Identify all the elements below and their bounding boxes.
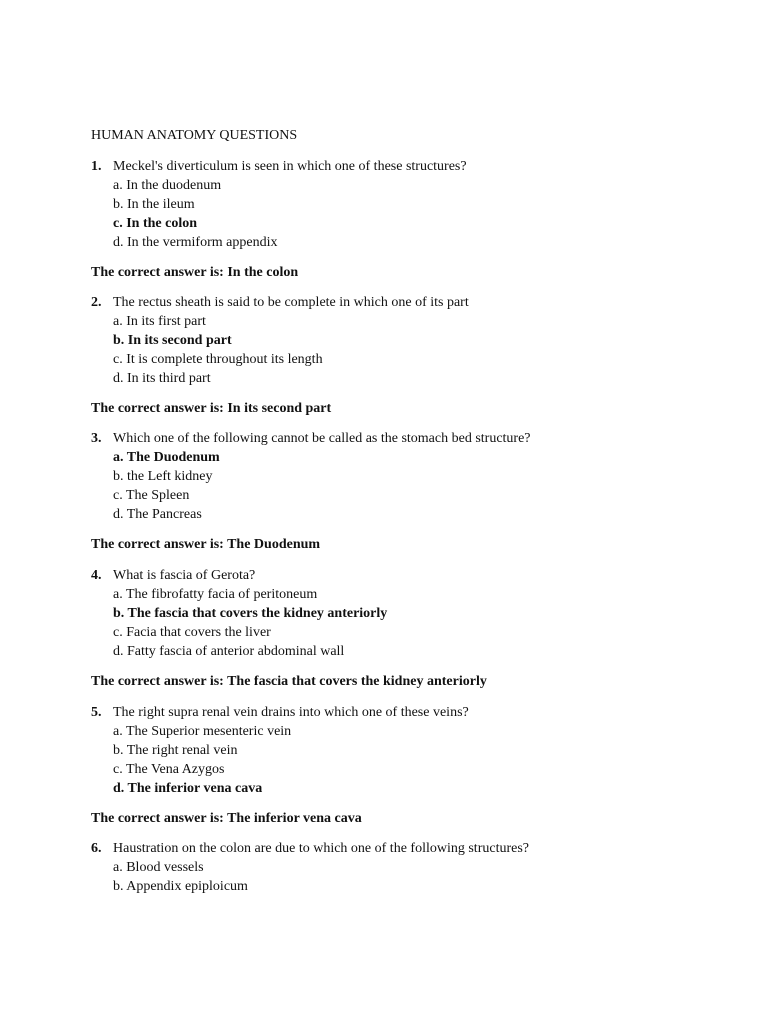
question-text: The right supra renal vein drains into which one of these veins?	[113, 705, 469, 720]
question-text: What is fascia of Gerota?	[113, 568, 256, 583]
option-d-correct: d. The inferior vena cava	[113, 781, 263, 796]
option-b-correct: b. In its second part	[113, 333, 232, 348]
question-stem	[91, 429, 711, 448]
question-stem	[91, 839, 711, 858]
option-b-correct: b. The fascia that covers the kidney anteriorly	[113, 606, 388, 621]
correct-answer-line: The correct answer is: The Duodenum	[91, 537, 321, 552]
option-b: b. In the ileum	[113, 197, 195, 212]
question-6	[91, 839, 711, 896]
option-a: a. In its first part	[113, 314, 206, 329]
option-a-correct: a. The Duodenum	[113, 450, 220, 465]
option-c: c. Facia that covers the liver	[113, 625, 271, 640]
question-text: Meckel's diverticulum is seen in which one of these structures?	[113, 159, 467, 174]
correct-answer-line: The correct answer is: The fascia that covers the kidney anteriorly	[91, 674, 487, 689]
question-stem	[91, 157, 711, 176]
question-number: 6.	[91, 841, 102, 856]
option-a: a. Blood vessels	[113, 860, 204, 875]
question-stem	[91, 566, 711, 585]
option-b: b. Appendix epiploicum	[113, 879, 248, 894]
question-number: 4.	[91, 568, 102, 583]
question-2	[91, 293, 711, 418]
option-a: a. The fibrofatty facia of peritoneum	[113, 587, 318, 602]
question-number: 5.	[91, 705, 102, 720]
option-a: a. In the duodenum	[113, 178, 222, 193]
question-stem	[91, 703, 711, 722]
option-c: c. The Vena Azygos	[113, 762, 225, 777]
question-number: 1.	[91, 159, 102, 174]
option-d: d. In its third part	[113, 371, 211, 386]
option-d: d. Fatty fascia of anterior abdominal wall	[113, 644, 345, 659]
option-d: d. The Pancreas	[113, 507, 202, 522]
correct-answer-line: The correct answer is: In the colon	[91, 265, 299, 280]
correct-answer-line: The correct answer is: In its second part	[91, 401, 332, 416]
option-c-correct: c. In the colon	[113, 216, 197, 231]
question-5	[91, 703, 711, 828]
question-number: 2.	[91, 295, 102, 310]
question-text: Which one of the following cannot be called as the stomach bed structure?	[113, 431, 531, 446]
option-c: c. The Spleen	[113, 488, 190, 503]
option-b: b. the Left kidney	[113, 469, 213, 484]
option-d: d. In the vermiform appendix	[113, 235, 278, 250]
question-1	[91, 157, 711, 282]
question-text: The rectus sheath is said to be complete in which one of its part	[113, 295, 469, 310]
option-b: b. The right renal vein	[113, 743, 238, 758]
question-4	[91, 566, 711, 691]
question-text: Haustration on the colon are due to which one of the following structures?	[113, 841, 529, 856]
correct-answer-line: The correct answer is: The inferior vena cava	[91, 811, 362, 826]
option-a: a. The Superior mesenteric vein	[113, 724, 292, 739]
document-title: HUMAN ANATOMY QUESTIONS	[91, 128, 298, 143]
question-3	[91, 429, 711, 554]
option-c: c. It is complete throughout its length	[113, 352, 323, 367]
question-number: 3.	[91, 431, 102, 446]
question-stem	[91, 293, 711, 312]
